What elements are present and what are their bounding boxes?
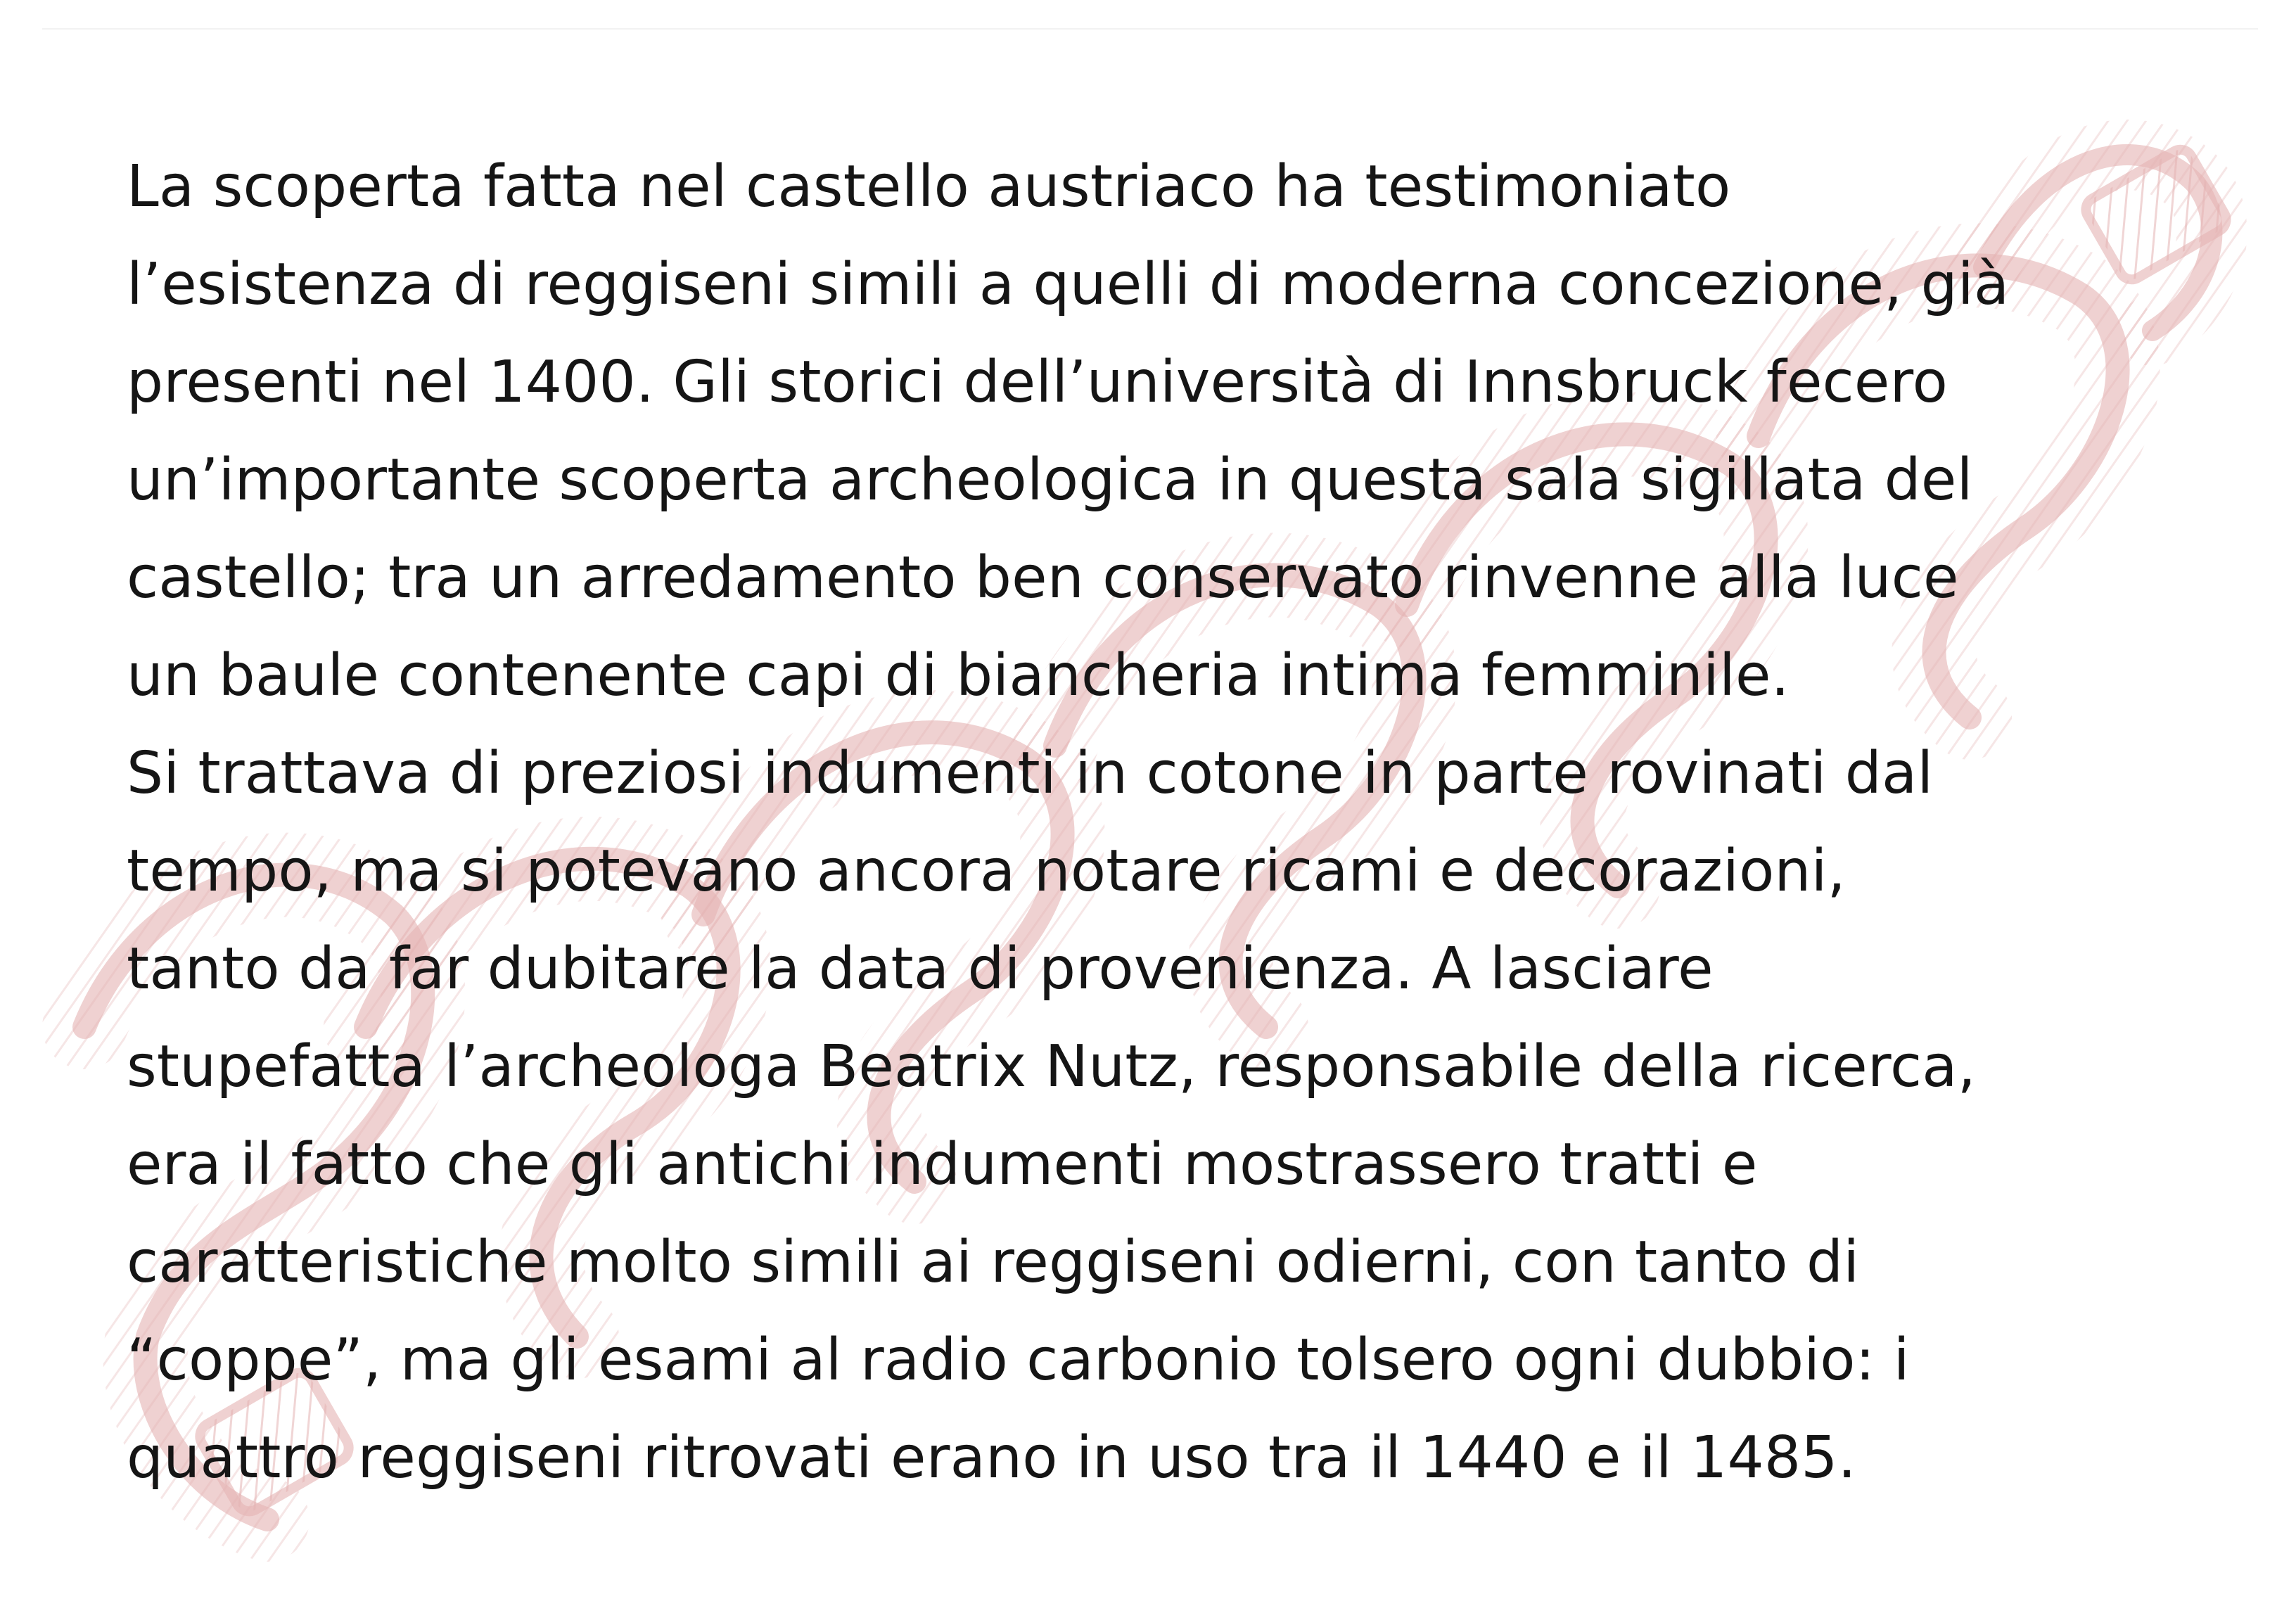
text-line: caratteristiche molto simili ai reggiseni odierni, con tanto di (127, 1229, 1860, 1296)
text-line: stupefatta l’archeologa Beatrix Nutz, responsabile della ricerca, (127, 1033, 1976, 1100)
text-line: un’importante scoperta archeologica in questa sala sigillata del (127, 447, 1973, 514)
text-line: castello; tra un arredamento ben conservato rinvenne alla luce (127, 544, 1959, 611)
text-line: tempo, ma si potevano ancora notare ricami e decorazioni, (127, 838, 1846, 905)
text-line: presenti nel 1400. Gli storici dell’università di Innsbruck fecero (127, 349, 1949, 416)
text-line: quattro reggiseni ritrovati erano in uso tra il 1440 e il 1485. (127, 1425, 1856, 1491)
text-line: tanto da far dubitare la data di provenienza. A lasciare (127, 936, 1714, 1002)
text-line: “coppe”, ma gli esami al radio carbonio tolsero ogni dubbio: i (127, 1327, 1910, 1394)
text-line: un baule contenente capi di biancheria intima femminile. (127, 642, 1790, 709)
text-line: Si trattava di preziosi indumenti in cotone in parte rovinati dal (127, 740, 1934, 807)
text-line: La scoperta fatta nel castello austriaco ha testimoniato (127, 153, 1731, 220)
text-line: l’esistenza di reggiseni simili a quelli di moderna concezione, già (127, 251, 2010, 318)
article-paragraph (127, 138, 2209, 1507)
text-line: era il fatto che gli antichi indumenti mostrassero tratti e (127, 1131, 1758, 1198)
